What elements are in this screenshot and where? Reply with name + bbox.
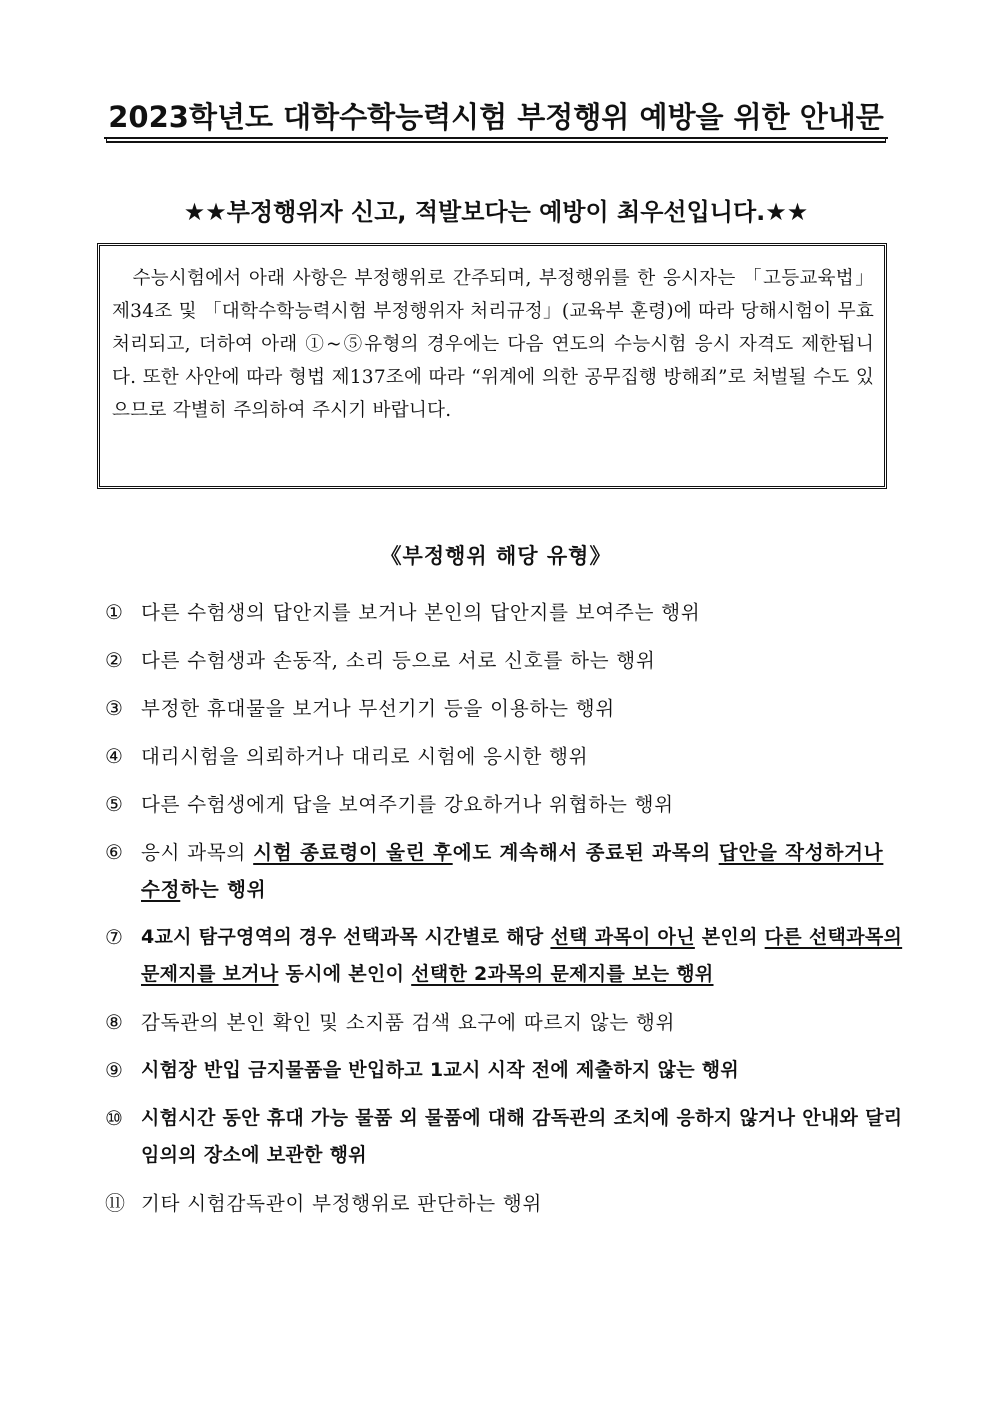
item-text-bold: 동시에 본인이 xyxy=(278,963,412,985)
list-item-6 xyxy=(105,834,905,908)
section-heading: 《부정행위 해당 유형》 xyxy=(380,544,612,568)
item-number: ⑪ xyxy=(105,1191,126,1215)
item-text-emphasis: 답안을 작성하거나 수정 xyxy=(141,841,884,901)
item-text: 시험시간 동안 휴대 가능 물품 외 물품에 대해 감독관의 조치에 응하지 않거나 안내와 달리 임의의 장소에 보관한 행위 xyxy=(141,1107,903,1166)
item-number: ① xyxy=(105,600,124,624)
item-text: 다른 수험생과 손동작, 소리 등으로 서로 신호를 하는 행위 xyxy=(141,649,656,672)
item-text-emphasis: 선택한 2과목의 문제지를 보는 행위 xyxy=(411,963,714,985)
item-text: 시험장 반입 금지물품을 반입하고 1교시 시작 전에 제출하지 않는 행위 xyxy=(141,1059,740,1081)
item-text: 기타 시험감독관이 부정행위로 판단하는 행위 xyxy=(141,1192,543,1215)
item-number: ⑩ xyxy=(105,1106,124,1130)
item-text: 대리시험을 의뢰하거나 대리로 시험에 응시한 행위 xyxy=(141,745,589,768)
subtitle: ★★부정행위자 신고, 적발보다는 예방이 최우선입니다.★★ xyxy=(183,198,809,226)
item-number: ⑥ xyxy=(105,840,124,864)
item-text-emphasis: 다른 선택과목의 문제지를 보거나 xyxy=(141,926,903,985)
item-number: ⑨ xyxy=(105,1058,124,1082)
item-number: ⑧ xyxy=(105,1010,124,1034)
list-item-2 xyxy=(105,642,905,679)
list-item-9 xyxy=(105,1052,905,1089)
notice-text: 수능시험에서 아래 사항은 부정행위로 간주되며, 부정행위를 한 응시자는 「고등교육법」 제34조 및 「대학수학능력시험 부정행위자 처리규정」(교육부 훈령)에 따라 당해시험이 무효 처리되고, 더하여 아래 ①~⑤유형의 경우에는 다음 연도의 수능시험 응시 자격도 제한됩니다. 또한 사안에 따라 형법 제137조에 따라 “위계에 의한 공무집행 방해죄”로 처벌될 수도 있으므로 각별히 주의하여 주시기 바랍니다. xyxy=(112,268,874,421)
list-item-8 xyxy=(105,1004,905,1041)
item-text-bold: 에도 계속해서 종료된 과목의 xyxy=(452,841,719,864)
item-text-plain: 응시 과목의 xyxy=(141,841,254,864)
violation-list xyxy=(105,594,905,1233)
item-text-bold: 하는 행위 xyxy=(180,878,267,901)
item-text: 다른 수험생에게 답을 보여주기를 강요하거나 위협하는 행위 xyxy=(141,793,674,816)
list-item-1 xyxy=(105,594,905,631)
item-number: ⑦ xyxy=(105,925,124,949)
item-text: 다른 수험생의 답안지를 보거나 본인의 답안지를 보여주는 행위 xyxy=(141,601,701,624)
item-text: 감독관의 본인 확인 및 소지품 검색 요구에 따르지 않는 행위 xyxy=(141,1011,676,1034)
item-text-emphasis: 시험 종료령이 울린 후 xyxy=(253,841,453,864)
list-item-4 xyxy=(105,738,905,775)
page-title xyxy=(0,95,992,136)
list-item-7 xyxy=(105,919,905,993)
item-number: ③ xyxy=(105,696,124,720)
notice-box xyxy=(97,243,887,489)
item-text-bold: 본인의 xyxy=(694,926,765,948)
page-title-text: 2023학년도 대학수학능력시험 부정행위 예방을 위한 안내문 xyxy=(104,100,888,139)
item-number: ④ xyxy=(105,744,124,768)
item-text-emphasis: 선택 과목이 아닌 xyxy=(550,926,695,948)
list-item-3 xyxy=(105,690,905,727)
item-number: ② xyxy=(105,648,124,672)
list-item-11 xyxy=(105,1185,905,1222)
item-number: ⑤ xyxy=(105,792,124,816)
list-item-10 xyxy=(105,1100,905,1174)
item-text-bold: 4교시 탐구영역의 경우 선택과목 시간별로 해당 xyxy=(141,926,551,948)
item-text: 부정한 휴대물을 보거나 무선기기 등을 이용하는 행위 xyxy=(141,697,616,720)
list-item-5 xyxy=(105,786,905,823)
